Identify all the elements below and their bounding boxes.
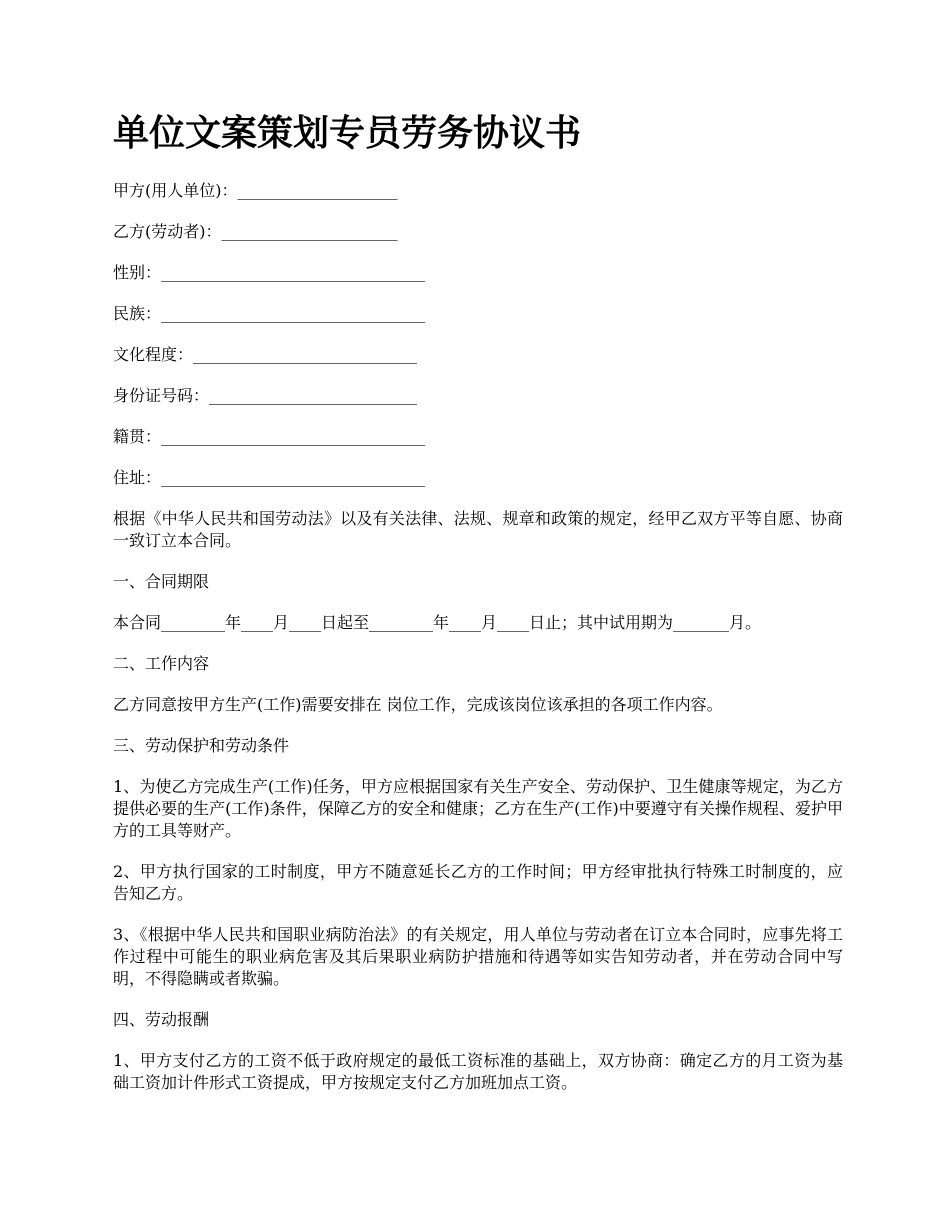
protection-item-1: 1、为使乙方完成生产(工作)任务，甲方应根据国家有关生产安全、劳动保护、卫生健康等规定，为乙方提供必要的生产(工作)条件，保障乙方的安全和健康；乙方在生产(工作)中要遵守有关操作规程、爱护甲方的工具等财产。 bbox=[113, 777, 843, 840]
gender-field: 性别：_________________________________ bbox=[113, 263, 426, 282]
section-heading-term: 一、合同期限 bbox=[113, 572, 210, 591]
section-term-text: 本合同________年____月____日起至________年____月____日止；其中试用期为_______月。 bbox=[113, 613, 762, 632]
pay-item-1: 1、甲方支付乙方的工资不低于政府规定的最低工资标准的基础上，双方协商：确定乙方的月工资为基础工资加计件形式工资提成，甲方按规定支付乙方加班加点工资。 bbox=[113, 1051, 843, 1092]
protection-item-2: 2、甲方执行国家的工时制度，甲方不随意延长乙方的工作时间；甲方经审批执行特殊工时制度的，应告知乙方。 bbox=[113, 862, 843, 903]
document-page bbox=[113, 108, 843, 1113]
party-b-field: 乙方(劳动者)：______________________ bbox=[113, 222, 398, 241]
party-a-field: 甲方(用人单位)：____________________ bbox=[113, 181, 398, 200]
ethnicity-field: 民族：_________________________________ bbox=[113, 304, 426, 323]
section-heading-pay: 四、劳动报酬 bbox=[113, 1010, 210, 1029]
native-place-field: 籍贯：_________________________________ bbox=[113, 427, 426, 446]
document-title: 单位文案策划专员劳务协议书 bbox=[113, 112, 582, 154]
section-work-text: 乙方同意按甲方生产(工作)需要安排在 岗位工作，完成该岗位该承担的各项工作内容。 bbox=[113, 695, 723, 714]
intro-paragraph: 根据《中华人民共和国劳动法》以及有关法律、法规、规章和政策的规定，经甲乙双方平等自愿、协商一致订立本合同。 bbox=[113, 509, 843, 550]
section-heading-protection: 三、劳动保护和劳动条件 bbox=[113, 736, 290, 755]
section-heading-work: 二、工作内容 bbox=[113, 654, 210, 673]
protection-item-3: 3、《根据中华人民共和国职业病防治法》的有关规定，用人单位与劳动者在订立本合同时，应事先将工作过程中可能生的职业病危害及其后果职业病防护措施和待遇等如实告知劳动者，并在劳动合同中写明，不得隐瞒或者欺骗。 bbox=[113, 925, 843, 988]
education-field: 文化程度：____________________________ bbox=[113, 345, 418, 364]
address-field: 住址：_________________________________ bbox=[113, 468, 426, 487]
id-number-field: 身份证号码：__________________________ bbox=[113, 386, 418, 405]
